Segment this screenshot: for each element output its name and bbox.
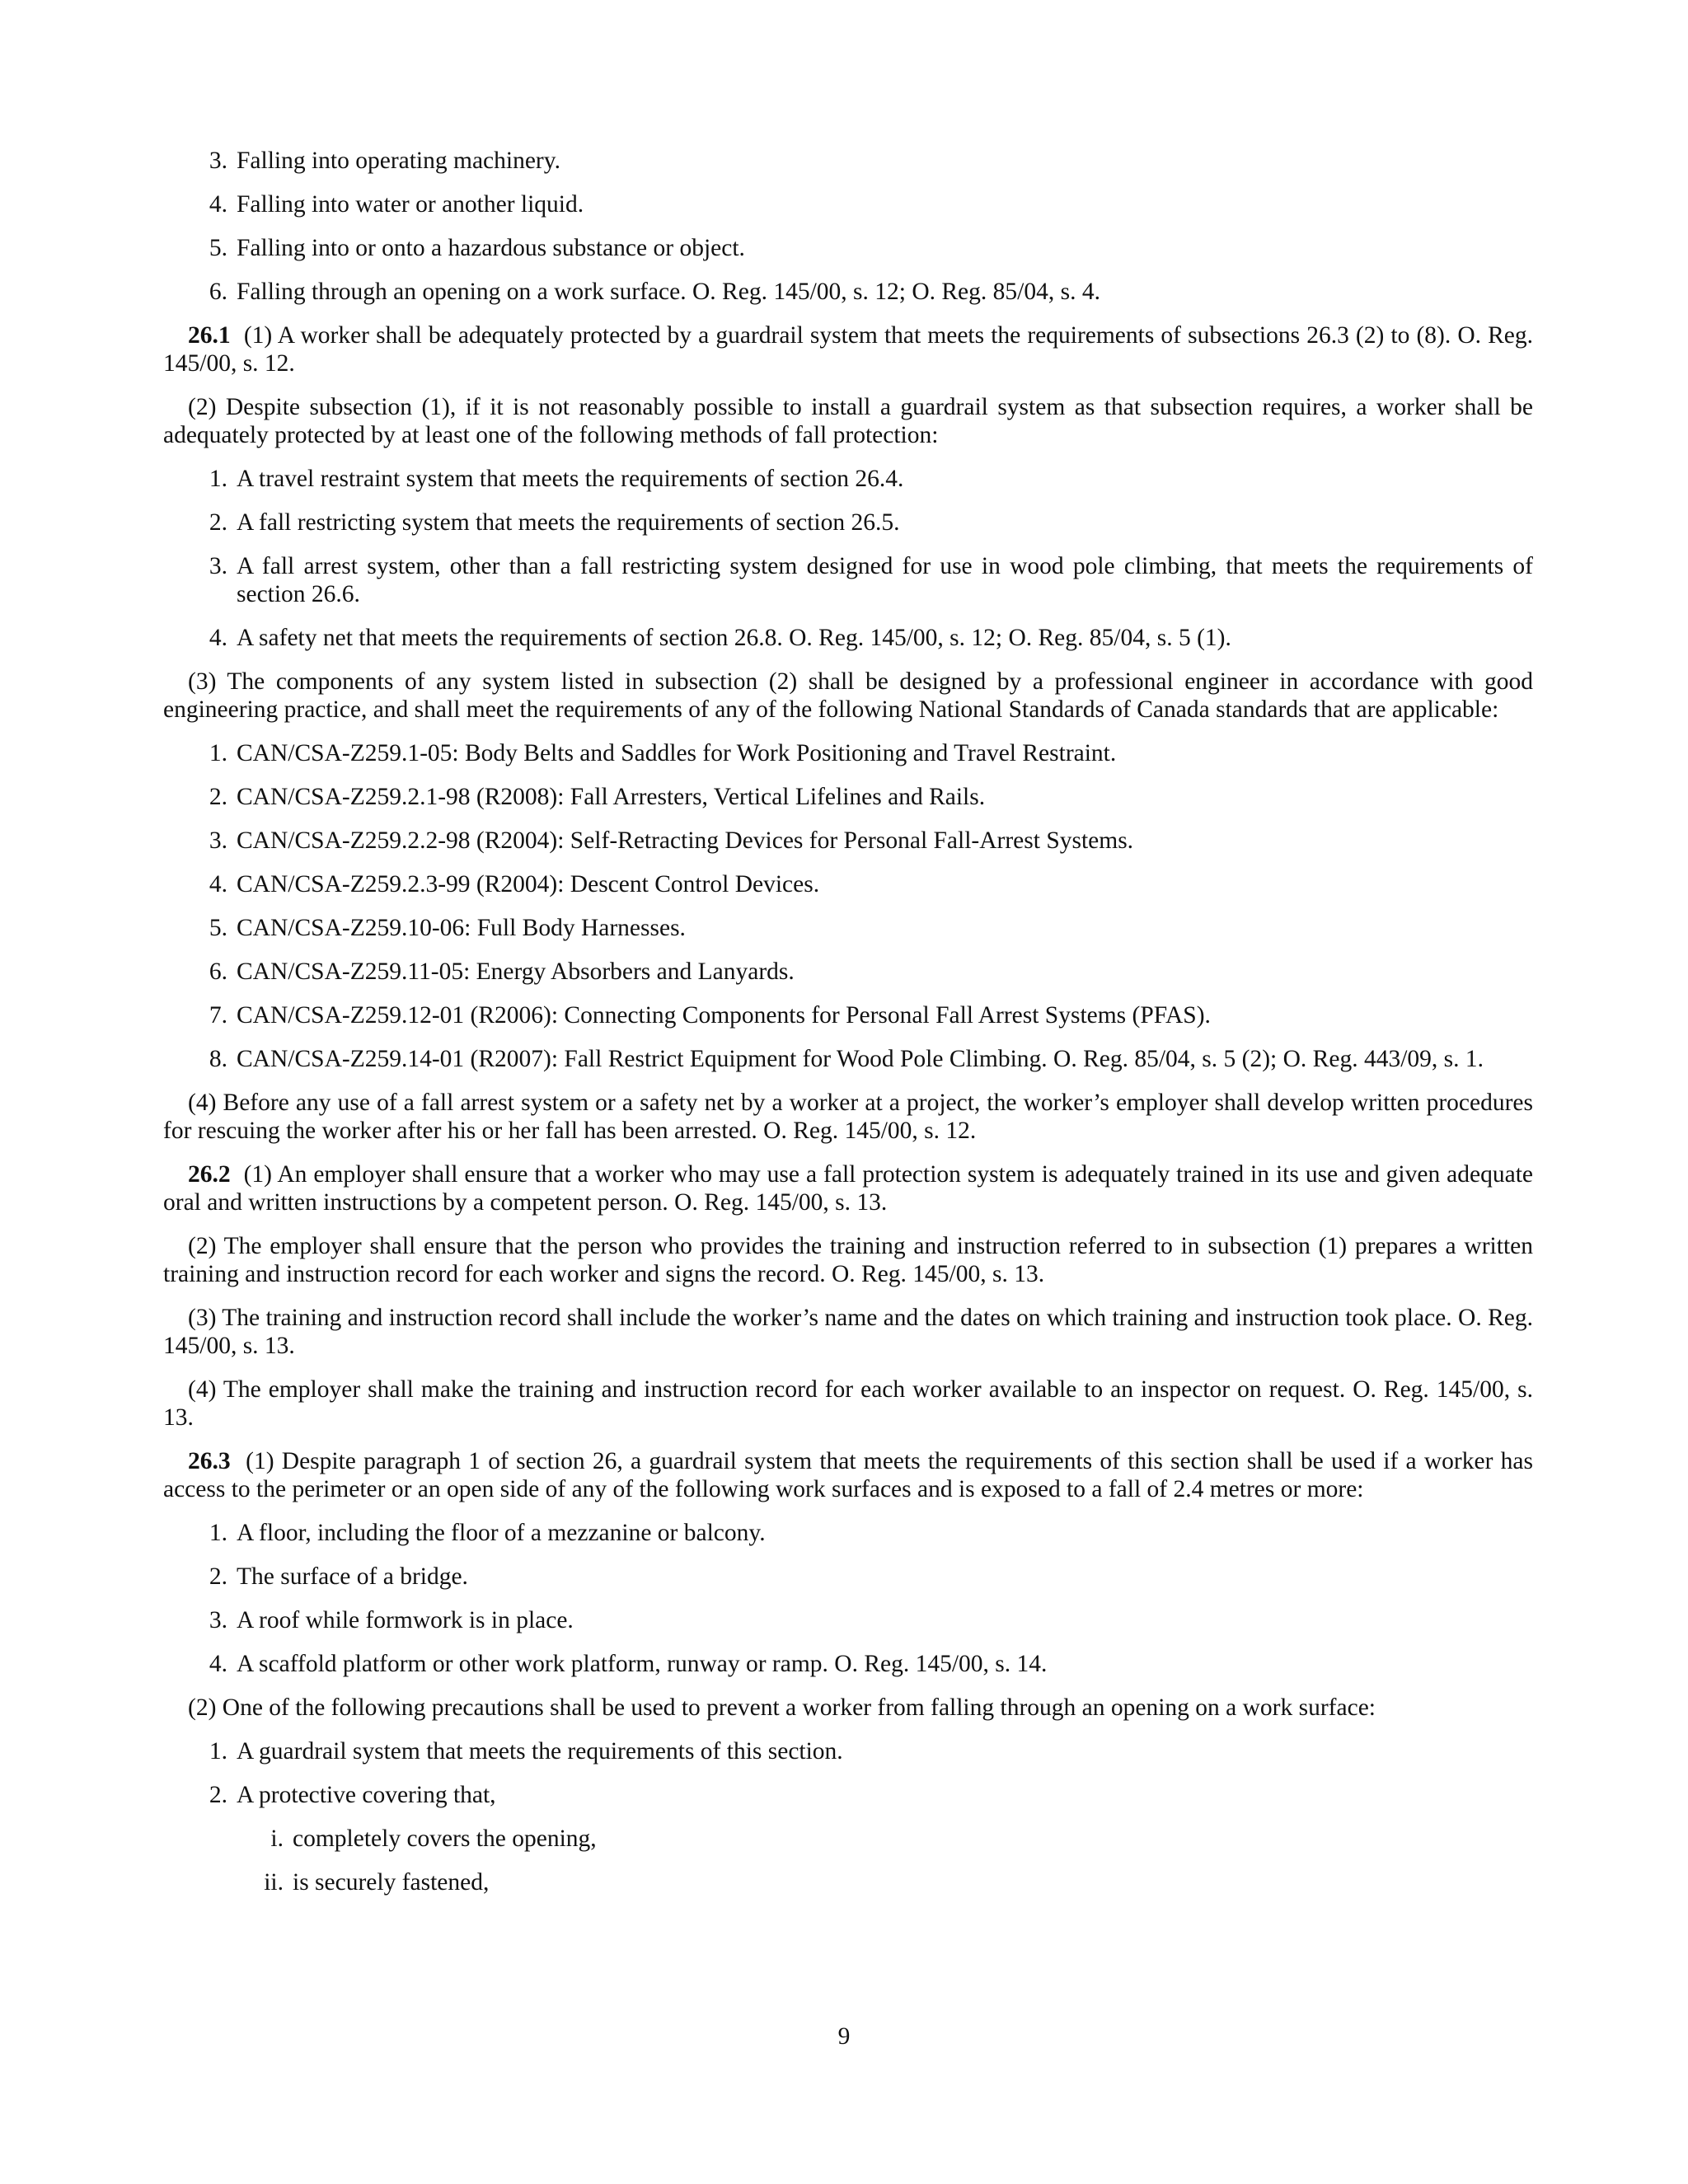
section-paragraph (163, 1160, 1533, 1216)
list-number: 6. (209, 279, 227, 305)
sub-list-number: i. (270, 1825, 284, 1852)
paragraph (163, 1694, 1533, 1722)
section-number: 26.3 (188, 1448, 231, 1474)
list-number: 2. (209, 1563, 227, 1590)
list-item (163, 1606, 1533, 1634)
list-text: A travel restraint system that meets the requirements of section 26.4. (237, 466, 904, 492)
list-item (163, 147, 1533, 175)
list-item (163, 465, 1533, 493)
sub-list-text: is securely fastened, (293, 1869, 490, 1896)
list-number: 7. (209, 1002, 227, 1029)
sub-list-item (163, 1825, 1533, 1853)
list-text: A scaffold platform or other work platform, runway or ramp. O. Reg. 145/00, s. 14. (237, 1651, 1048, 1677)
list-text: A roof while formwork is in place. (237, 1607, 574, 1633)
list-item (163, 914, 1533, 942)
list-number: 5. (209, 915, 227, 941)
section-paragraph (163, 1447, 1533, 1503)
section-number: 26.2 (188, 1161, 231, 1188)
list-item (163, 278, 1533, 306)
list-text: A protective covering that, (237, 1782, 496, 1808)
list-text: Falling into operating machinery. (237, 148, 560, 174)
paragraph-text: (2) The employer shall ensure that the person who provides the training and instruction referred to in subsection (1) prepares a written training and instruction record for each worker and signs the record. O. Reg. 145/00, s. 13. (163, 1233, 1533, 1287)
list-item (163, 870, 1533, 898)
list-text: A guardrail system that meets the requirements of this section. (237, 1738, 843, 1765)
list-text: A safety net that meets the requirements of section 26.8. O. Reg. 145/00, s. 12; O. Reg. 85/04, s. 5 (1). (237, 625, 1231, 651)
paragraph-text: (1) Despite paragraph 1 of section 26, a guardrail system that meets the requirements of this section shall be used if a worker has access to the perimeter or an open side of any of the following work surfaces and is exposed to a fall of 2.4 metres or more: (163, 1448, 1533, 1502)
list-item (163, 234, 1533, 262)
list-text: CAN/CSA-Z259.1-05: Body Belts and Saddles for Work Positioning and Travel Restraint. (237, 740, 1117, 766)
list-number: 1. (209, 1520, 227, 1546)
list-number: 3. (209, 553, 227, 579)
list-item (163, 624, 1533, 652)
paragraph-text: (2) Despite subsection (1), if it is not reasonably possible to install a guardrail system as that subsection requires, a worker shall be adequately protected by at least one of the following methods of fall protection: (163, 394, 1533, 448)
list-item (163, 783, 1533, 811)
list-number: 4. (209, 871, 227, 898)
list-item (163, 552, 1533, 608)
list-number: 5. (209, 235, 227, 261)
paragraph (163, 1376, 1533, 1432)
list-text: Falling through an opening on a work surface. O. Reg. 145/00, s. 12; O. Reg. 85/04, s. 4. (237, 279, 1100, 305)
list-number: 4. (209, 191, 227, 218)
list-number: 1. (209, 1738, 227, 1765)
list-item (163, 190, 1533, 218)
list-text: CAN/CSA-Z259.2.1-98 (R2008): Fall Arresters, Vertical Lifelines and Rails. (237, 784, 986, 810)
list-item (163, 1781, 1533, 1809)
paragraph (163, 1232, 1533, 1288)
paragraph-text: (1) An employer shall ensure that a worker who may use a fall protection system is adequately trained in its use and given adequate oral and written instructions by a competent person. O. Reg. 145/00, s. 13. (163, 1161, 1534, 1216)
list-item (163, 1045, 1533, 1073)
list-text: CAN/CSA-Z259.2.3-99 (R2004): Descent Control Devices. (237, 871, 820, 898)
list-item (163, 1519, 1533, 1547)
sub-list-number: ii. (264, 1869, 284, 1896)
list-text: CAN/CSA-Z259.2.2-98 (R2004): Self-Retracting Devices for Personal Fall-Arrest Systems. (237, 827, 1134, 854)
list-number: 6. (209, 958, 227, 985)
paragraph-text: (1) A worker shall be adequately protected by a guardrail system that meets the requirements of subsections 26.3 (2) to (8). O. Reg. 145/00, s. 12. (163, 322, 1534, 377)
paragraph-text: (4) Before any use of a fall arrest system or a safety net by a worker at a project, the worker’s employer shall develop written procedures for rescuing the worker after his or her fall has been arrested. O. Reg. 145/00, s. 12. (163, 1090, 1533, 1144)
document-page (163, 147, 1533, 1912)
paragraph (163, 393, 1533, 449)
sub-list-text: completely covers the opening, (293, 1825, 597, 1852)
list-text: A fall restricting system that meets the requirements of section 26.5. (237, 509, 900, 536)
list-item (163, 1001, 1533, 1029)
list-item (163, 827, 1533, 855)
list-text: Falling into or onto a hazardous substance or object. (237, 235, 745, 261)
list-item (163, 1563, 1533, 1591)
list-text: CAN/CSA-Z259.10-06: Full Body Harnesses. (237, 915, 686, 941)
paragraph (163, 668, 1533, 724)
list-text: CAN/CSA-Z259.14-01 (R2007): Fall Restrict Equipment for Wood Pole Climbing. O. Reg. 85/04, s. 5 (2); O. Reg. 443/09, s. 1. (237, 1046, 1484, 1072)
list-number: 2. (209, 509, 227, 536)
list-number: 2. (209, 1782, 227, 1808)
list-item (163, 1737, 1533, 1765)
sub-list-item (163, 1868, 1533, 1896)
paragraph-text: (4) The employer shall make the training and instruction record for each worker available to an inspector on request. O. Reg. 145/00, s. 13. (163, 1376, 1533, 1431)
section-number: 26.1 (188, 322, 231, 349)
list-number: 3. (209, 148, 227, 174)
paragraph-text: (3) The components of any system listed in subsection (2) shall be designed by a professional engineer in accordance with good engineering practice, and shall meet the requirements of any of the following National Standards of Canada standards that are applicable: (163, 668, 1533, 723)
list-text: Falling into water or another liquid. (237, 191, 584, 218)
list-text: A floor, including the floor of a mezzanine or balcony. (237, 1520, 766, 1546)
paragraph (163, 1089, 1533, 1145)
paragraph (163, 1304, 1533, 1360)
list-number: 3. (209, 1607, 227, 1633)
list-item (163, 958, 1533, 986)
list-item (163, 1650, 1533, 1678)
list-text: The surface of a bridge. (237, 1563, 468, 1590)
list-item (163, 509, 1533, 537)
list-number: 4. (209, 625, 227, 651)
list-text: CAN/CSA-Z259.11-05: Energy Absorbers and Lanyards. (237, 958, 795, 985)
list-number: 1. (209, 740, 227, 766)
list-number: 3. (209, 827, 227, 854)
list-number: 2. (209, 784, 227, 810)
paragraph-text: (2) One of the following precautions shall be used to prevent a worker from falling through an opening on a work surface: (188, 1694, 1376, 1721)
list-item (163, 739, 1533, 767)
list-text: CAN/CSA-Z259.12-01 (R2006): Connecting Components for Personal Fall Arrest Systems (PFAS). (237, 1002, 1211, 1029)
list-number: 4. (209, 1651, 227, 1677)
paragraph-text: (3) The training and instruction record shall include the worker’s name and the dates on which training and instruction took place. O. Reg. 145/00, s. 13. (163, 1305, 1533, 1359)
list-number: 1. (209, 466, 227, 492)
section-paragraph (163, 321, 1533, 377)
list-number: 8. (209, 1046, 227, 1072)
list-text: A fall arrest system, other than a fall restricting system designed for use in wood pole climbing, that meets the requirements of section 26.6. (237, 553, 1533, 607)
page-number: 9 (837, 2023, 851, 2050)
